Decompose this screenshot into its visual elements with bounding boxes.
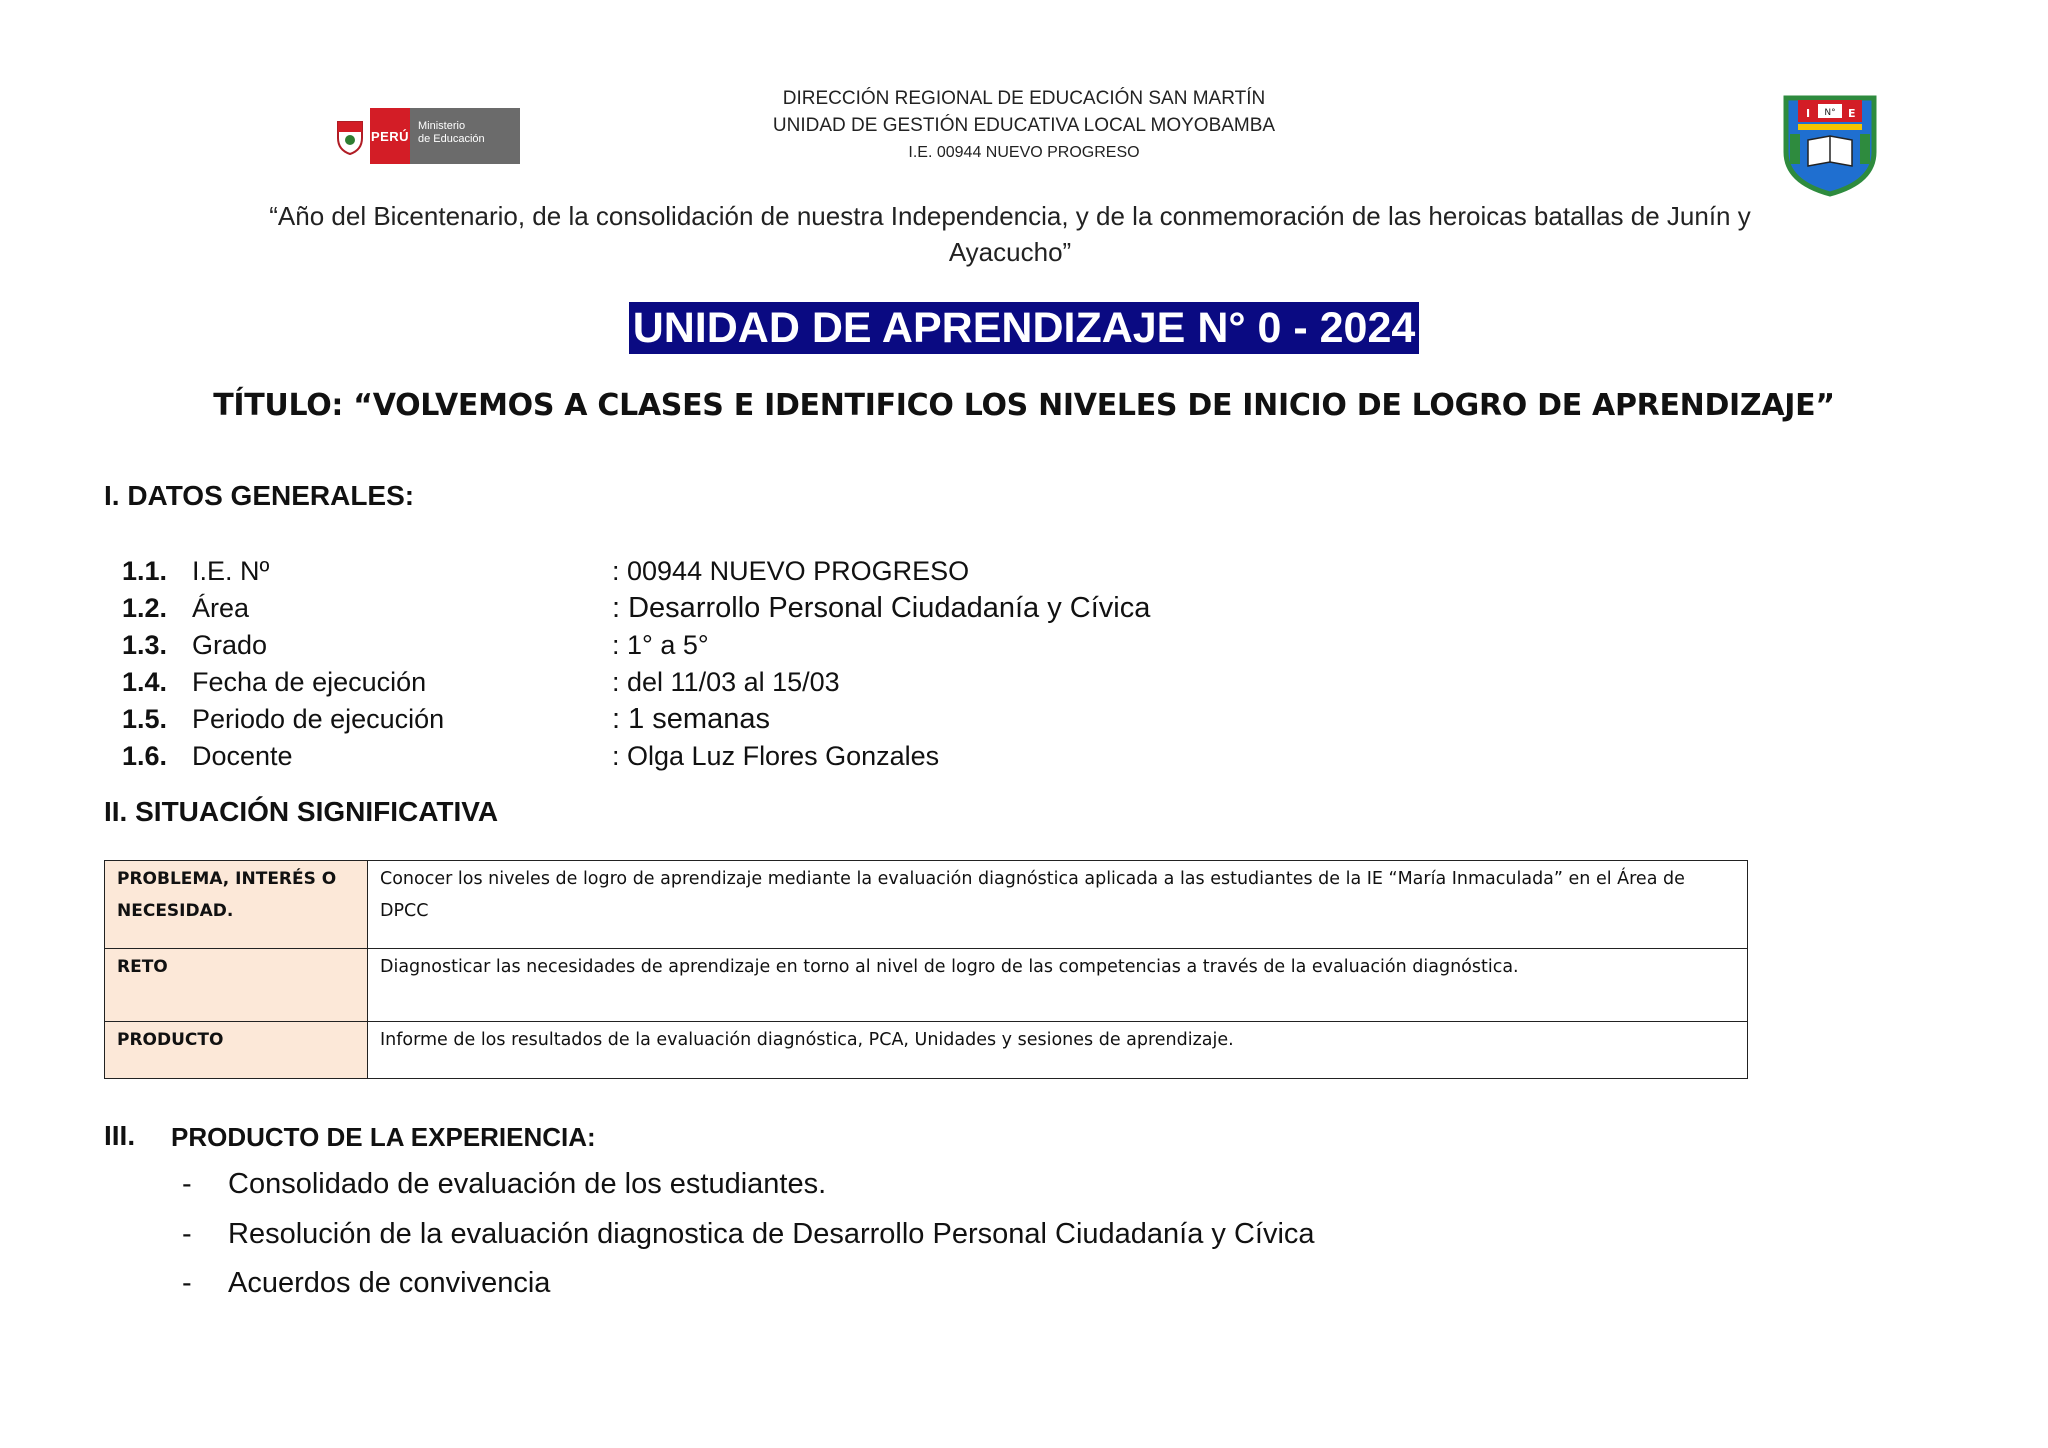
ministry-label: Ministerio de Educación <box>410 108 520 164</box>
section-3-heading: PRODUCTO DE LA EXPERIENCIA: <box>171 1122 596 1152</box>
data-row: 1.4. Fecha de ejecución : del 11/03 al 15/03 <box>122 666 840 697</box>
row-value: Informe de los resultados de la evaluación diagnóstica, PCA, Unidades y sesiones de aprendizaje. <box>368 1022 1748 1079</box>
svg-text:E: E <box>1848 107 1856 120</box>
situation-table <box>104 860 1748 1079</box>
svg-text:N°: N° <box>1824 108 1836 118</box>
peru-label: PERÚ <box>370 108 410 164</box>
header-line-3: I.E. 00944 NUEVO PROGRESO <box>908 144 1140 161</box>
motto: “Año del Bicentenario, de la consolidación de nuestra Independencia, y de la conmemoración de las heroicas batallas de Junín y Ayacucho” <box>269 201 1751 267</box>
data-row: 1.5. Periodo de ejecución : 1 semanas <box>122 702 770 735</box>
row-value: Conocer los niveles de logro de aprendizaje mediante la evaluación diagnóstica aplicada a las estudiantes de la IE “María Inmaculada” en el Área de DPCC <box>368 861 1748 949</box>
section-3-roman: III. <box>104 1120 136 1151</box>
section-1-heading: I. DATOS GENERALES: <box>104 480 415 511</box>
data-row: 1.3. Grado : 1° a 5° <box>122 629 709 660</box>
row-value: Diagnosticar las necesidades de aprendizaje en torno al nivel de logro de las competencias a través de la evaluación diagnóstica. <box>368 949 1748 1022</box>
row-key: PRODUCTO <box>105 1022 368 1079</box>
data-row: 1.1. I.E. Nº : 00944 NUEVO PROGRESO <box>122 555 970 586</box>
table-row <box>105 861 1748 949</box>
header-line-2: UNIDAD DE GESTIÓN EDUCATIVA LOCAL MOYOBAMBA <box>772 115 1276 136</box>
row-key: RETO <box>105 949 368 1022</box>
header-line-1: DIRECCIÓN REGIONAL DE EDUCACIÓN SAN MARTÍN <box>782 88 1266 109</box>
data-row: 1.2. Área : Desarrollo Personal Ciudadanía y Cívica <box>122 591 1151 624</box>
row-key: PROBLEMA, INTERÉS O NECESIDAD. <box>105 861 368 949</box>
data-row: 1.6. Docente : Olga Luz Flores Gonzales <box>122 740 940 771</box>
svg-text:I: I <box>1806 107 1811 120</box>
list-item: - Consolidado de evaluación de los estudiantes. <box>182 1168 827 1200</box>
document-title: TÍTULO: “VOLVEMOS A CLASES E IDENTIFICO LOS NIVELES DE INICIO DE LOGRO DE APRENDIZAJE” <box>213 388 1835 423</box>
table-row <box>105 949 1748 1022</box>
school-crest-icon <box>1780 90 1880 200</box>
section-2-heading: II. SITUACIÓN SIGNIFICATIVA <box>104 796 499 827</box>
list-item: - Resolución de la evaluación diagnostica de Desarrollo Personal Ciudadanía y Cívica <box>182 1218 1315 1250</box>
table-row <box>105 1022 1748 1079</box>
unit-title: UNIDAD DE APRENDIZAJE N° 0 - 2024 <box>0 303 2048 353</box>
list-item: - Acuerdos de convivencia <box>182 1267 551 1299</box>
